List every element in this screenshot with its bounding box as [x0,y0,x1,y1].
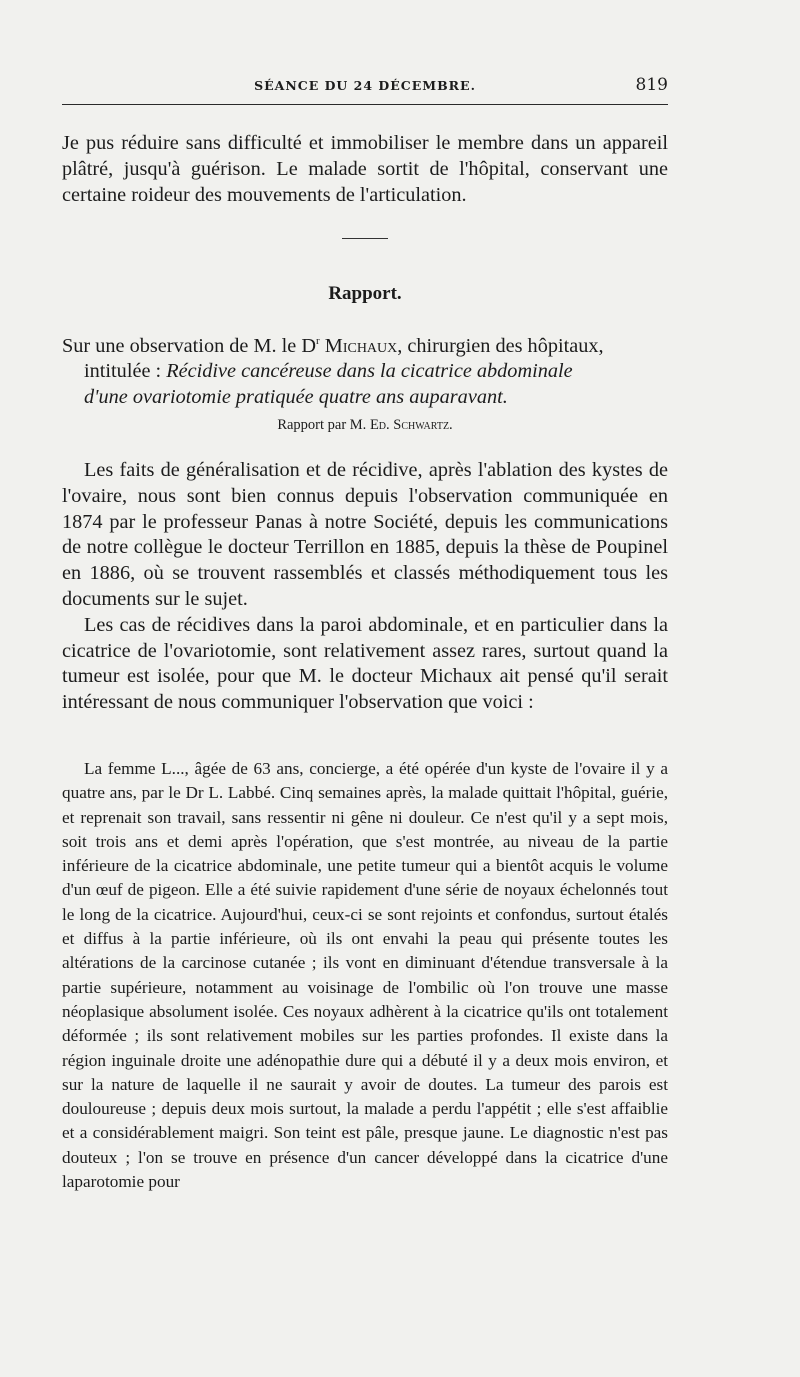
report-author [62,417,668,434]
intro-paragraph-block [62,131,668,208]
report-by-name: Ed. Schwartz. [369,417,453,433]
report-by-prefix: Rapport par M. [277,417,370,433]
subject-italic-2: d'une ovariotomie pratiquée quatre ans auparavant. [84,385,508,408]
intro-paragraph: Je pus réduire sans difficulté et immobiliser le membre dans un appareil plâtré, jusqu'à guérison. Le malade sortit de l'hôpital, conservant une certaine roideur des mouvements de l'articulation. [62,132,668,206]
section-title: Rapport. [328,283,402,304]
subject-prefix: Sur une observation de M. le D [62,334,317,357]
header-rule [62,104,668,105]
subject-intitulee: intitulée : [84,360,167,383]
observation-paragraph: La femme L..., âgée de 63 ans, concierge, a été opérée d'un kyste de l'ovaire il y a quatre ans, par le Dr L. Labbé. Cinq semaines après, la malade quittait l'hôpital, guérie, et reprenait son travail, sans ressentir ni gêne ni douleur. Ce n'est qu'il y a sept mois, soit trois ans et demi après l'opération, que s'est montrée, au niveau de la partie inférieure de la cicatrice abdominale, une petite tumeur qui a bientôt acquis le volume d'un œuf de pigeon. Elle a été suivie rapidement d'une série de noyaux échelonnés tout le long de la cicatrice. Aujourd'hui, ceux-ci se sont rejoints et confondus, surtout étalés et diffus à la partie inférieure, où ils ont envahi la peau qui présente toutes les altérations de la carcinose cutanée ; ils vont en diminuant d'étendue transversale à la partie supérieure, notamment au voisinage de l'ombilic où l'on trouve une masse néoplasique absolument isolée. Ces noyaux adhèrent à la cicatrice qu'ils ont totalement déformée ; ils sont relativement mobiles sur les parties profondes. Il existe dans la région inguinale droite une adénopathie dure qui a débuté il y a deux mois environ, et sur la nature de laquelle il ne saurait y avoir de doutes. La tumeur des parois est douloureuse ; depuis deux mois surtout, la malade a perdu l'appétit ; elle s'est affaiblie et a considérablement maigri. Son teint est pâle, presque jaune. Le diagnostic n'est pas douteux ; l'on se trouve en présence d'un cancer développé dans la cicatrice d'une laparotomie pour [62,759,668,1192]
section-separator [342,238,388,239]
paragraph-generalisation: Les faits de généralisation et de récidive, après l'ablation des kystes de l'ovaire, nous sont bien connus depuis l'observation communiquée en 1874 par le professeur Panas à notre Société, depuis les communications de notre collègue le docteur Terrillon en 1885, depuis la thèse de Poupinel en 1886, où se trouvent rassemblés et classés méthodiquement tous les documents sur le sujet. [62,459,668,610]
header-title: SÉANCE DU 24 DÉCEMBRE. [254,78,476,93]
subject-italic-1: Récidive cancéreuse dans la cicatrice abdominale [166,360,573,383]
running-header [62,75,668,100]
subject-after-name: , chirurgien des hôpitaux, [397,334,604,357]
subject-superscript: r [316,335,320,347]
main-paragraphs [62,458,668,716]
observation-block [62,757,668,1194]
report-subject [62,329,668,410]
paragraph-recidives: Les cas de récidives dans la paroi abdominale, et en particulier dans la cicatrice de l'ovariotomie, sont relativement assez rares, surtout quand la tumeur est isolée, pour que M. le docteur Michaux ait pensé qu'il serait intéressant de nous communiquer l'observation que voici : [62,613,668,714]
subject-name: Michaux [324,334,398,357]
page-number: 819 [635,75,668,95]
